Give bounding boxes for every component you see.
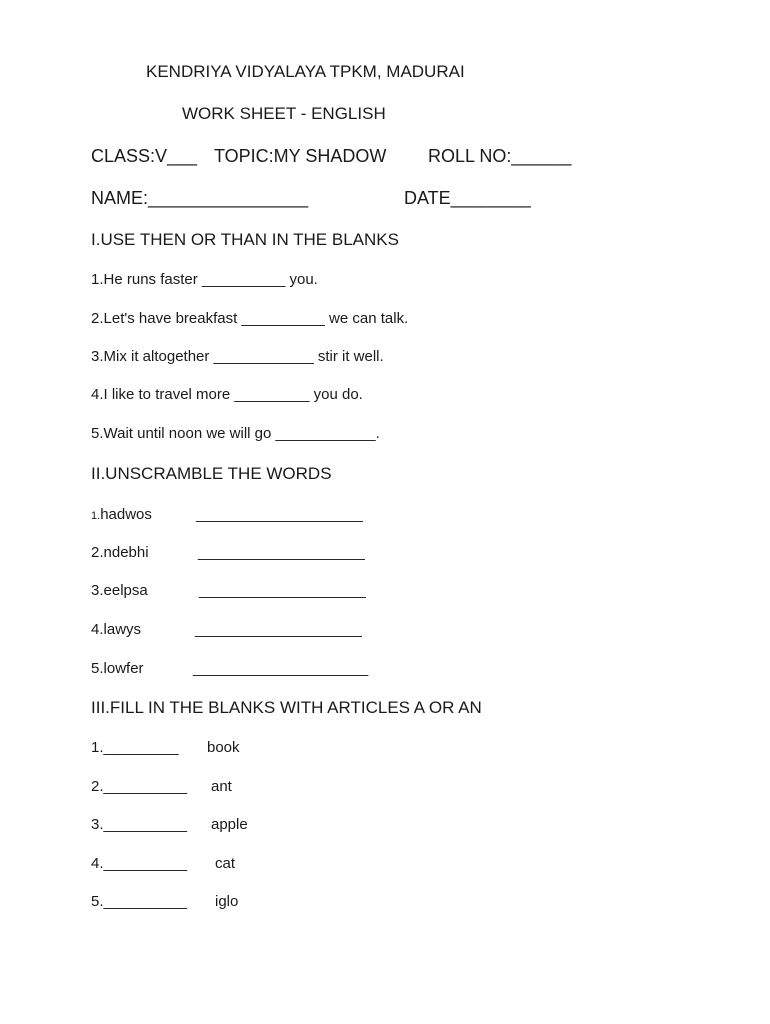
article-word: ant	[211, 778, 232, 795]
roll-number-field: ROLL NO:______	[428, 146, 572, 166]
class-field: CLASS:V___	[91, 146, 198, 166]
item-number: 5.	[91, 660, 104, 677]
article-word: book	[207, 739, 240, 756]
topic-label: TOPIC:MY SHADOW	[214, 146, 387, 166]
name-field: NAME:________________	[91, 188, 309, 208]
article-blank: 5.__________	[91, 893, 187, 910]
then-than-item: 1.He runs faster __________ you.	[91, 271, 318, 288]
scrambled-word: lowfer	[103, 660, 144, 677]
article-blank: 4.__________	[91, 855, 187, 872]
article-blank: 2.__________	[91, 778, 187, 795]
scrambled-word: lawys	[103, 621, 142, 638]
then-than-item: 3.Mix it altogether ____________ stir it well.	[91, 348, 384, 365]
unscramble-item	[91, 622, 141, 637]
answer-blank: ____________________	[195, 621, 362, 638]
article-word: apple	[211, 816, 248, 833]
then-than-item: 5.Wait until noon we will go ____________.	[91, 425, 380, 442]
answer-blank: ____________________	[198, 544, 365, 561]
scrambled-word: ndebhi	[103, 544, 149, 561]
answer-blank: ____________________	[196, 506, 363, 523]
article-word: iglo	[215, 893, 239, 910]
unscramble-item	[91, 507, 152, 522]
school-title: KENDRIYA VIDYALAYA TPKM, MADURAI	[146, 62, 465, 81]
article-blank: 1._________	[91, 739, 179, 756]
answer-blank: _____________________	[193, 660, 369, 677]
scrambled-word: hadwos	[100, 506, 152, 523]
section-heading-articles: III.FILL IN THE BLANKS WITH ARTICLES A OR AN	[91, 698, 482, 717]
item-number: 3.	[91, 582, 104, 599]
then-than-item: 4.I like to travel more _________ you do.	[91, 386, 363, 403]
answer-blank: ____________________	[199, 582, 366, 599]
unscramble-item	[91, 661, 144, 676]
unscramble-item	[91, 545, 149, 560]
item-number: 1.	[91, 510, 101, 522]
date-field: DATE________	[404, 188, 531, 208]
worksheet-title: WORK SHEET - ENGLISH	[182, 104, 386, 123]
article-word: cat	[215, 855, 236, 872]
then-than-item: 2.Let's have breakfast __________ we can talk.	[91, 310, 409, 327]
item-number: 2.	[91, 544, 104, 561]
unscramble-item	[91, 583, 148, 598]
section-heading-unscramble: II.UNSCRAMBLE THE WORDS	[91, 464, 332, 483]
item-number: 4.	[91, 621, 104, 638]
article-blank: 3.__________	[91, 816, 187, 833]
scrambled-word: eelpsa	[103, 582, 148, 599]
section-heading-then-than: I.USE THEN OR THAN IN THE BLANKS	[91, 230, 399, 249]
